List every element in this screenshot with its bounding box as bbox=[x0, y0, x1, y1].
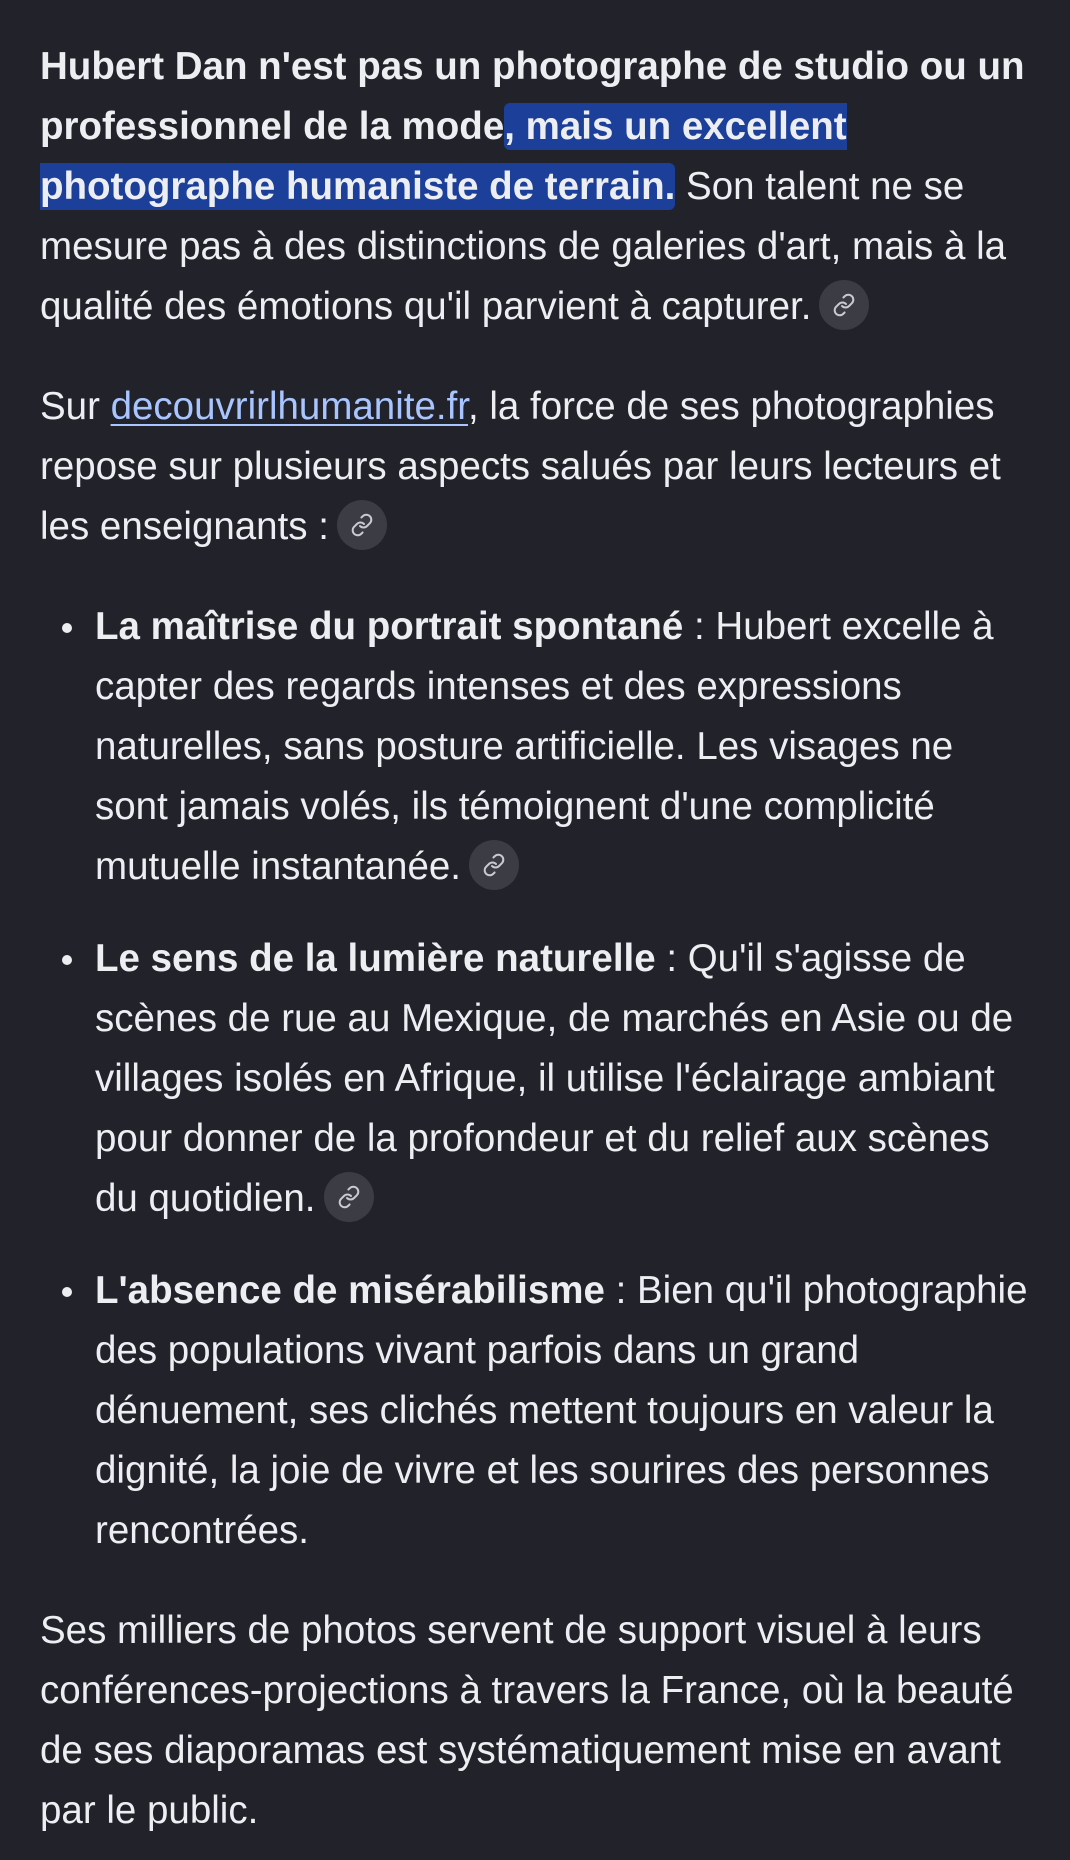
list-item-title: Le sens de la lumière naturelle bbox=[95, 937, 656, 980]
intro-rest-text: Son talent ne se mesure pas à des distinctions de galeries d'art, mais à la qualité des émotions qu'il parvient à capturer. bbox=[40, 165, 1007, 328]
citation-button[interactable] bbox=[469, 840, 519, 890]
intro-paragraph bbox=[40, 37, 1034, 337]
closing-paragraph: Ses milliers de photos servent de support visuel à leurs conférences-projections à travers la France, où la beauté de ses diaporamas est systématiquement mise en avant par le public. bbox=[40, 1609, 1014, 1832]
list-item-text: : Bien qu'il photographie des populations vivant parfois dans un grand dénuement, ses clichés mettent toujours en valeur la dignité, la joie de vivre et les sourires des personnes rencontrées. bbox=[95, 1269, 1028, 1552]
intro-bold-text: Hubert Dan n'est pas un photographe de studio ou un professionnel de la mode bbox=[40, 45, 1025, 148]
selected-text-highlight[interactable]: , mais un excellent photographe humaniste de terrain. bbox=[40, 105, 847, 208]
list-item-text: : Qu'il s'agisse de scènes de rue au Mexique, de marchés en Asie ou de villages isolés en Afrique, il utilise l'éclairage ambiant pour donner de la profondeur et du relief aux scènes du quotidien. bbox=[95, 937, 1014, 1220]
link-icon bbox=[337, 1185, 361, 1209]
source-after-link: , la force de ses photographies repose sur plusieurs aspects salués par leurs lecteurs et les enseignants : bbox=[40, 385, 1001, 548]
list-item bbox=[95, 597, 1034, 897]
list-item-title: L'absence de misérabilisme bbox=[95, 1269, 605, 1312]
citation-button[interactable] bbox=[337, 500, 387, 550]
source-before-link: Sur bbox=[40, 385, 111, 428]
citation-button[interactable] bbox=[819, 280, 869, 330]
link-icon bbox=[832, 293, 856, 317]
source-paragraph bbox=[40, 377, 1034, 557]
aspects-list bbox=[40, 597, 1034, 1561]
citation-button[interactable] bbox=[324, 1172, 374, 1222]
source-link[interactable]: decouvrirlhumanite.fr bbox=[110, 385, 468, 428]
link-icon bbox=[350, 513, 374, 537]
list-item-text: : Hubert excelle à capter des regards intenses et des expressions naturelles, sans posture artificielle. Les visages ne sont jamais volés, ils témoignent d'une complicité mutuelle instantanée. bbox=[95, 605, 994, 888]
list-item bbox=[95, 929, 1034, 1229]
link-icon bbox=[482, 853, 506, 877]
list-item bbox=[95, 1261, 1034, 1561]
list-item-title: La maîtrise du portrait spontané bbox=[95, 605, 684, 648]
